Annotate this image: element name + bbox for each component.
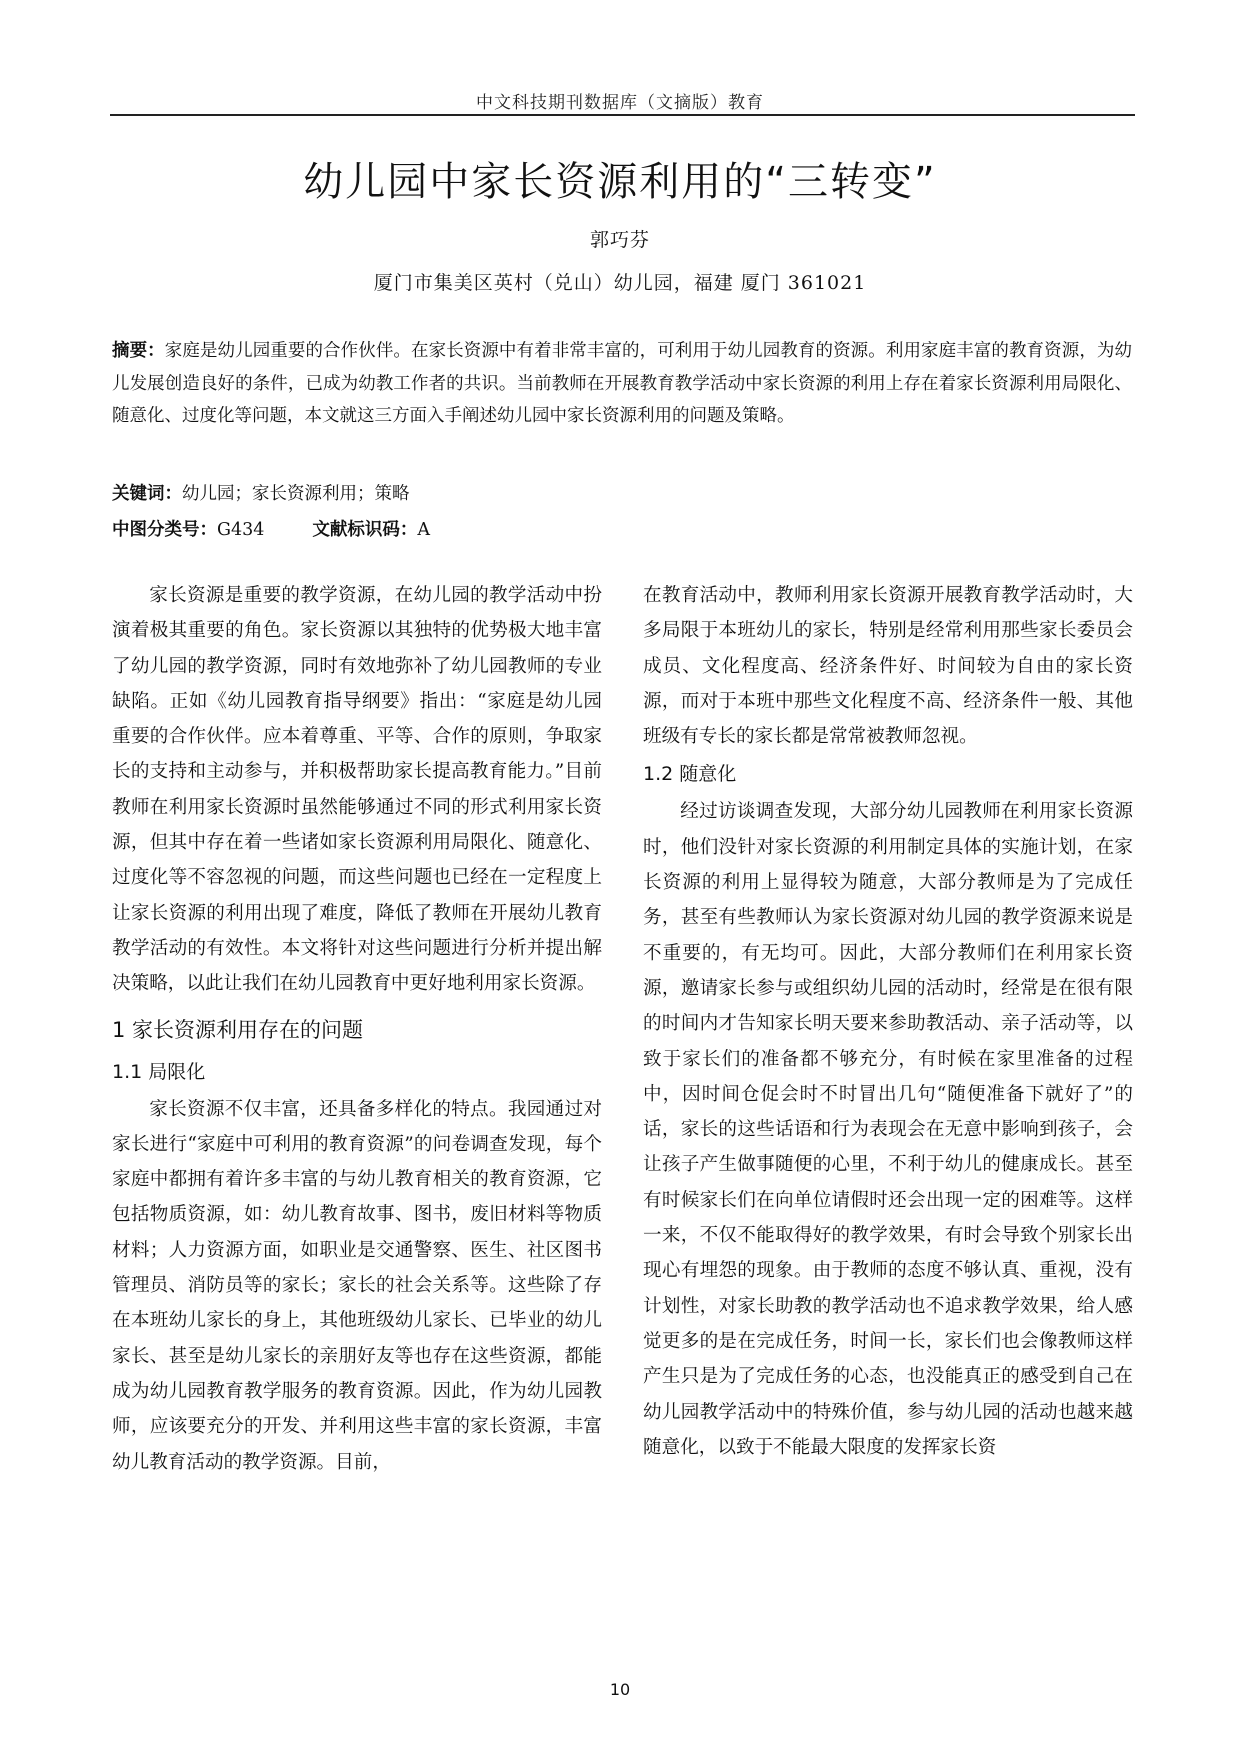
keywords-text: 幼儿园；家长资源利用；策略 bbox=[182, 484, 410, 504]
subsection-heading: 1.1 局限化 bbox=[112, 1060, 206, 1083]
abstract-text: 家庭是幼儿园重要的合作伙伴。在家长资源中有着非常丰富的，可利用于幼儿园教育的资源。利用家庭丰富的教育资源，为幼儿发展创造良好的条件，已成为幼教工作者的共识。当前教师在开展教育教学活动中家长资源的利用上存在着家长资源利用局限化、随意化、过度化等问题，本文就这三方面入手阐述幼儿园中家长资源利用的问题及策略。 bbox=[112, 341, 1132, 426]
paragraph: 家长资源不仅丰富，还具备多样化的特点。我园通过对家长进行“家庭中可利用的教育资源”的问卷调查发现，每个家庭中都拥有着许多丰富的与幼儿教育相关的教育资源，它包括物质资源，如：幼儿教育故事、图书，废旧材料等物质材料；人力资源方面，如职业是交通警察、医生、社区图书管理员、消防员等的家长；家长的社会关系等。这些除了存在本班幼儿家长的身上，其他班级幼儿家长、已毕业的幼儿家长、甚至是幼儿家长的亲朋好友等也存在这些资源，都能成为幼儿园教育教学服务的教育资源。因此，作为幼儿园教师，应该要充分的开发、并利用这些丰富的家长资源，丰富幼儿教育活动的教学资源。目前， bbox=[112, 1098, 602, 1473]
clc-value: G434 bbox=[217, 520, 265, 540]
clc-label: 中图分类号： bbox=[112, 520, 217, 540]
doc-code-label: 文献标识码： bbox=[312, 520, 418, 540]
abstract-label: 摘要： bbox=[112, 341, 165, 361]
body-column-right bbox=[643, 578, 1133, 1465]
keywords-label: 关键词： bbox=[112, 484, 182, 504]
page-number: 10 bbox=[609, 1680, 631, 1699]
section-heading: 1 家长资源利用存在的问题 bbox=[112, 1017, 364, 1042]
article-title: 幼儿园中家长资源利用的“三转变” bbox=[303, 159, 937, 205]
header-rule bbox=[110, 114, 1135, 116]
abstract bbox=[112, 335, 1132, 433]
subsection-heading: 1.2 随意化 bbox=[643, 763, 737, 786]
keywords bbox=[112, 480, 410, 505]
author-affiliation: 厦门市集美区英村（兑山）幼儿园，福建 厦门 361021 bbox=[373, 272, 867, 294]
paragraph: 在教育活动中，教师利用家长资源开展教育教学活动时，大多局限于本班幼儿的家长，特别是经常利用那些家长委员会成员、文化程度高、经济条件好、时间较为自由的家长资源，而对于本班中那些文化程度不高、经济条件一般、其他班级有专长的家长都是常常被教师忽视。 bbox=[643, 585, 1133, 748]
author-name: 郭巧芬 bbox=[589, 229, 650, 251]
classification bbox=[112, 516, 430, 541]
doc-code-value: A bbox=[417, 520, 431, 540]
running-header: 中文科技期刊数据库（文摘版）教育 bbox=[476, 93, 764, 113]
paragraph: 家长资源是重要的教学资源，在幼儿园的教学活动中扮演着极其重要的角色。家长资源以其独特的优势极大地丰富了幼儿园的教学资源，同时有效地弥补了幼儿园教师的专业缺陷。正如《幼儿园教育指导纲要》指出：“家庭是幼儿园重要的合作伙伴。应本着尊重、平等、合作的原则，争取家长的支持和主动参与，并积极帮助家长提高教育能力。”目前教师在利用家长资源时虽然能够通过不同的形式利用家长资源，但其中存在着一些诸如家长资源利用局限化、随意化、过度化等不容忽视的问题，而这些问题也已经在一定程度上让家长资源的利用出现了难度，降低了教师在开展幼儿教育教学活动的有效性。本文将针对这些问题进行分析并提出解决策略，以此让我们在幼儿园教育中更好地利用家长资源。 bbox=[112, 585, 602, 995]
body-column-left bbox=[112, 578, 602, 1480]
paragraph: 经过访谈调查发现，大部分幼儿园教师在利用家长资源时，他们没针对家长资源的利用制定具体的实施计划，在家长资源的利用上显得较为随意，大部分教师是为了完成任务，甚至有些教师认为家长资源对幼儿园的教学资源来说是不重要的，有无均可。因此，大部分教师们在利用家长资源，邀请家长参与或组织幼儿园的活动时，经常是在很有限的时间内才告知家长明天要来参助教活动、亲子活动等，以致于家长们的准备都不够充分，有时候在家里准备的过程中，因时间仓促会时不时冒出几句“随便准备下就好了”的话，家长的这些话语和行为表现会在无意中影响到孩子，会让孩子产生做事随便的心里，不利于幼儿的健康成长。甚至有时候家长们在向单位请假时还会出现一定的困难等。这样一来，不仅不能取得好的教学效果，有时会导致个别家长出现心有埋怨的现象。由于教师的态度不够认真、重视，没有计划性，对家长助教的教学活动也不追求教学效果，给人感觉更多的是在完成任务，时间一长，家长们也会像教师这样产生只是为了完成任务的心态，也没能真正的感受到自己在幼儿园教学活动中的特殊价值，参与幼儿园的活动也越来越随意化，以致于不能最大限度的发挥家长资 bbox=[643, 801, 1133, 1458]
